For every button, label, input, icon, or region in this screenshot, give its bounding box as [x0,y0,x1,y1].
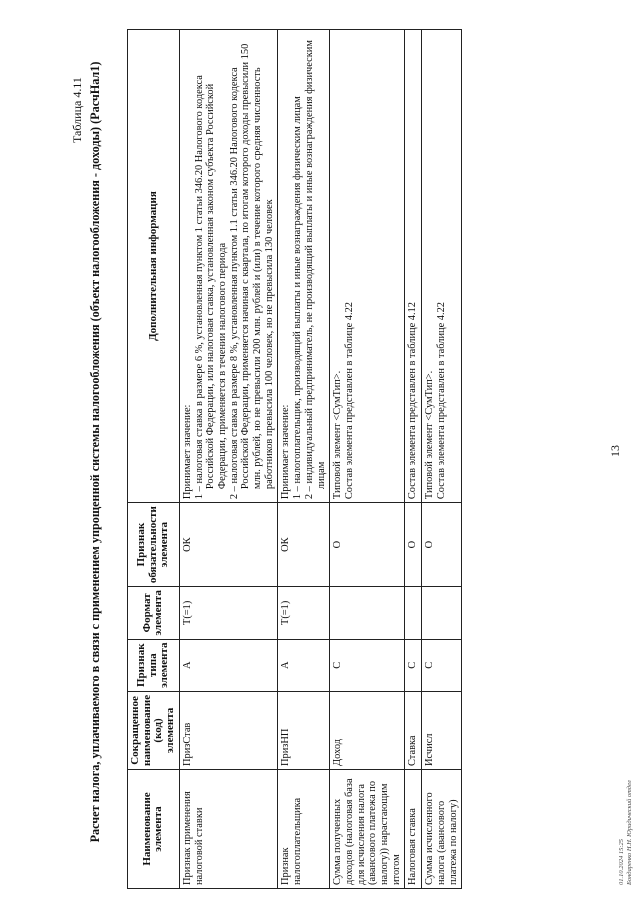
cell-code: ПризНП [278,691,330,769]
info-item: Состав элемента представлен в таблице 4.22 [343,302,355,500]
cell-name: Сумма полученных доходов (налоговая база для исчисления налога (авансового платежа по налогу)) нарастающим итогом [330,770,405,889]
cell-name: Сумма исчисленного налога (авансового платежа по налогу) [422,770,462,889]
info-intro: Принимает значение: [181,404,193,500]
signature-stamp [618,780,633,885]
cell-name: Признак применения налоговой ставки [179,770,278,889]
cell-code: ПризСтав [179,691,278,769]
info-item: 1 – налогоплательщик, производящий выплаты и иные вознаграждения физическим лицам [292,96,304,500]
stamp-author: Бондаренко Н.Н. Юридический отдел [625,780,633,885]
info-item: 2 – индивидуальный предприниматель, не производящий выплаты и иные вознаграждения физическим лицам [303,40,327,500]
cell-info [278,30,330,503]
stamp-date: 01.10.2024 15:25 [618,838,625,885]
info-list [194,33,276,499]
cell-format [330,587,405,639]
table-row [278,30,330,889]
table-row [330,30,405,889]
table-row [179,30,278,889]
cell-info [179,30,278,503]
cell-type: С [330,639,405,691]
cell-type: С [405,639,422,691]
cell-type: А [179,639,278,691]
cell-required: О [330,503,405,587]
cell-info [330,30,405,503]
cell-required: О [405,503,422,587]
table-title: Расчет налога, уплачиваемого в связи с применением упрощенной системы налогообложения (объект налогообложения - доходы) (РасчНал1) [88,61,102,843]
cell-required: О [422,503,462,587]
cell-format: T(=1) [278,587,330,639]
info-list [436,33,448,499]
info-intro: Состав элемента представлен в таблице 4.12 [407,302,419,500]
cell-code: Доход [330,691,405,769]
header-format: Формат элемента [128,587,180,639]
cell-code: Исчисл [422,691,462,769]
info-list [292,33,327,499]
cell-type: С [422,639,462,691]
cell-code: Ставка [405,691,422,769]
cell-required: ОК [278,503,330,587]
header-required: Признак обязательности элемента [128,503,180,587]
info-list [344,33,356,499]
info-item: 1 – налоговая ставка в размере 6 %, установленная пунктом 1 статьи 346.20 Налогового кодекса Российской Федерации, или налоговая ставка, установленная законом субъекта Российской Федерации, применяется в течении налогового периода [193,75,228,500]
elements-table [127,29,462,889]
header-info: Дополнительная информация [128,30,180,503]
cell-type: А [278,639,330,691]
info-item: 2 – налоговая ставка в размере 8 %, установленная пунктом 1.1 статьи 346.20 Налогового кодекса Российской Федерации, применяется начиная с квартала, по итогам которого доходы превысили 150 млн. рублей, но не превысили 200 млн. рублей и (или) в течение которого средняя численность работников превысила 100 человек, но не превысила 130 человек [228,43,275,500]
cell-format: T(=1) [179,587,278,639]
info-item: Состав элемента представлен в таблице 4.22 [435,302,447,500]
table-label: Таблица 4.11 [70,77,84,143]
cell-format [405,587,422,639]
info-intro: Типовой элемент <СумТип>. [332,370,344,500]
table-row [405,30,422,889]
cell-required: ОК [179,503,278,587]
cell-info [422,30,462,503]
cell-name: Признак налогоплательщика [278,770,330,889]
cell-info [405,30,422,503]
header-code: Сокращенное наименование (код) элемента [128,691,180,769]
header-name: Наименование элемента [128,770,180,889]
cell-format [422,587,462,639]
page-number: 13 [608,445,622,457]
table-row [422,30,462,889]
table-header-row [128,30,180,889]
info-intro: Принимает значение: [280,404,292,500]
cell-name: Налоговая ставка [405,770,422,889]
table-body [179,30,461,889]
header-type: Признак типа элемента [128,639,180,691]
info-intro: Типовой элемент <СумТип>. [424,370,436,500]
